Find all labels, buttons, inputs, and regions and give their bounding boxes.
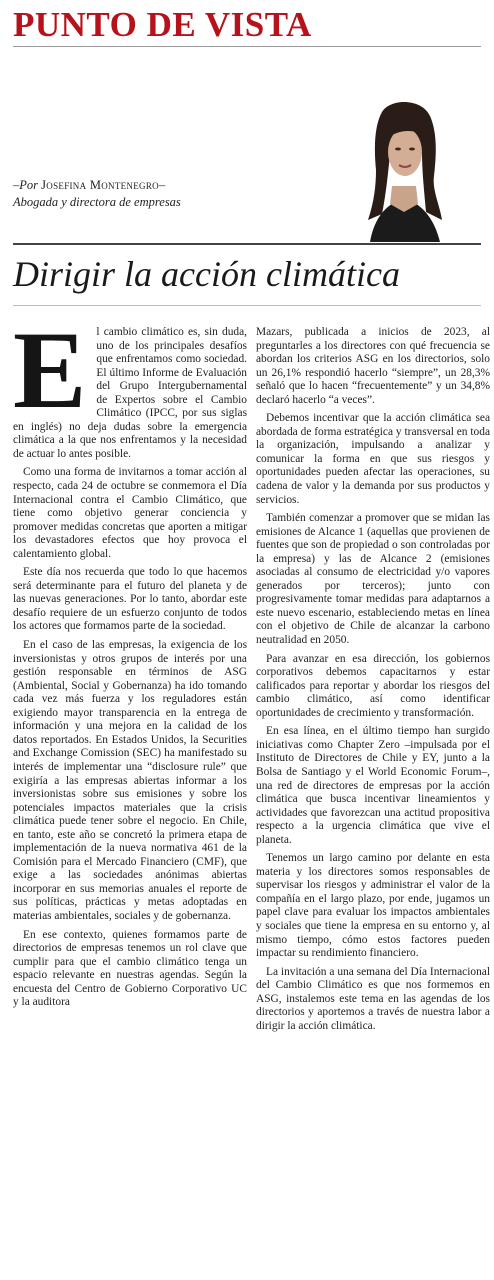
top-divider — [13, 46, 481, 47]
headline: Dirigir la acción climática — [13, 254, 400, 294]
paragraph: También comenzar a promover que se midan las emisiones de Alcance 1 (aquellas que provienen de fuentes que son de propiedad o son controladas por la empresa) y las de Alcance 2 (emisiones asociadas al consumo de electricidad y/o vapores generados por terceros); junto con progresivamente tomar medidas para adaptarnos a este nuevo escenario, estableciendo metas en línea con el objetivo de Chile de alcanzar la carbono neutralidad en 2050. — [256, 512, 490, 647]
paragraph: Mazars, publicada a inicios de 2023, al preguntarles a los directores con qué frecuencia se abordan los criterios ASG en los directorios, solo un 26,1% respondió hacerlo “siempre”, un 28,3% señaló que lo hacen “frecuentemente” y un 34,8% declaró hacerlo “a veces”. — [256, 326, 490, 406]
paragraph: Debemos incentivar que la acción climática sea abordada de forma estratégica y transversal en toda la organización, impulsando a analizar y comunicar la forma en que sus riesgos y oportunidades pueden afectar las operaciones, su cadena de valor y la demanda por sus productos y servicios. — [256, 412, 490, 506]
paragraph: l cambio climático es, sin duda, uno de los principales desafíos que enfrentamos como sociedad. El último Informe de Evaluación del Grupo Intergubernamental de Expertos sobre el Cambio Climático (IPCC, por sus siglas en inglés) no deja dudas sobre la emergencia climática a la que nos enfrentamos y la necesidad de actuar lo antes posible. — [13, 326, 247, 460]
paragraph: Este día nos recuerda que todo lo que hacemos será determinante para el futuro del planeta y de las nuevas generaciones. Por lo tanto, abordar este desafío requiere de un esfuerzo conjunto de todos los actores que formamos parte de la sociedad. — [13, 566, 247, 633]
paragraph: La invitación a una semana del Día Internacional del Cambio Climático es que nos formemos en ASG, instalemos este tema en las agendas de los directorios y aportemos a través de nuestra labor a dirigir la acción climática. — [256, 965, 490, 1032]
article-column-right — [256, 326, 490, 1266]
paragraph: En ese contexto, quienes formamos parte de directorios de empresas tenemos un rol clave que cumplir para que el cambio climático tenga un espacio relevante en nuestras agendas. Según la encuesta del Centro de Gobierno Corporativo UC y la auditora — [13, 928, 247, 1009]
paragraph: En esa línea, en el último tiempo han surgido iniciativas como Chapter Zero –impulsada por el Instituto de Directores de Chile y EY, junto a la Bolsa de Santiago y el World Economic Forum–, una red de directores de empresas por la acción climática que busca incentivar lineamientos y actividades que favorezcan una actitud propositiva respecto a la urgencia climática que vive el planeta. — [256, 725, 490, 846]
author-name: Josefina Montenegro — [41, 178, 159, 192]
paragraph: En el caso de las empresas, la exigencia de los inversionistas y otros grupos de interés por una gestión responsable en términos de ASG (Ambiental, Social y Gobernanza) ha ido tomando cada vez más fuerza y los reguladores están exigiendo mayor transparencia en la entrega de información y una mejora en la calidad de los datos reportados. En Estados Unidos, la Securities and Exchange Comission (SEC) ha manifestado su interés de implementar una “disclosure rule” que exigiría a las empresas abiertas informar a los inversionistas sobre sus emisiones y sobre los potenciales impactos materiales que la crisis climática puede tener sobre el negocio. En Chile, en tanto, este año se concretó la primera etapa de implementación de la nueva normativa 461 de la Comisión para el Mercado Financiero (CMF), que exige a las sociedades anónimas abiertas incorporar en sus memorias anuales el reporte de sus políticas, prácticas y metas adoptadas en materias ambientales, sociales y de gobernanza. — [13, 639, 247, 922]
byline-suffix: – — [158, 178, 166, 192]
byline-prefix: –Por — [13, 178, 42, 192]
section-title: PUNTO DE VISTA — [13, 5, 312, 44]
header-divider — [13, 243, 481, 245]
drop-cap: E — [13, 326, 87, 431]
author-portrait — [330, 94, 478, 242]
article-column-left — [13, 326, 247, 1266]
author-role: Abogada y directora de empresas — [13, 195, 181, 209]
headline-divider — [13, 305, 481, 306]
byline-author — [13, 178, 165, 193]
paragraph: Tenemos un largo camino por delante en esta materia y los directores somos responsables de supervisar los riesgos y administrar el valor de la compañía en el largo plazo, por ende, jugamos un papel clave para evaluar los impactos ambientales y sociales que tiene la empresa en su entorno y, al mismo tiempo, cómo estos factores pueden impactar su rendimiento financiero. — [256, 852, 490, 960]
paragraph: Como una forma de invitarnos a tomar acción al respecto, cada 24 de octubre se conmemora el Día Internacional contra el Cambio Climático, que tiene como objetivo generar conciencia y promover medidas concretas que aporten a mitigar los devastadores efectos que hoy provoca el calentamiento global. — [13, 466, 247, 560]
paragraph: Para avanzar en esa dirección, los gobiernos corporativos debemos capacitarnos y estar calificados para reportar y abordar los riesgos del cambio climático, así como identificar oportunidades de crecimiento y transformación. — [256, 652, 490, 719]
